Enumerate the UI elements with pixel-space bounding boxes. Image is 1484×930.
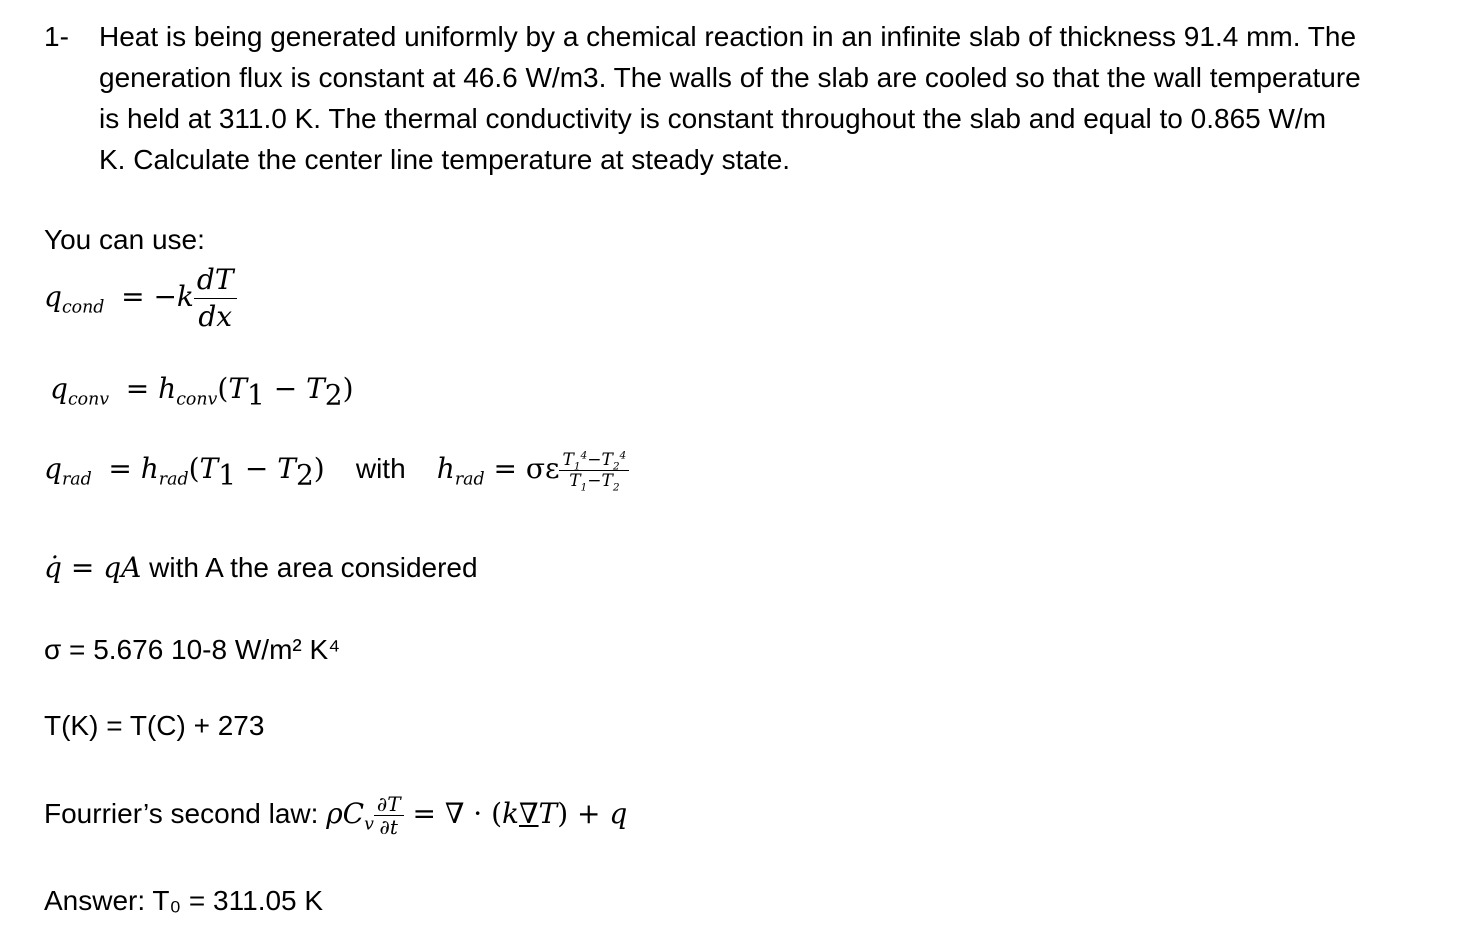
problem-line: is held at 311.0 K. The thermal conductivity is constant throughout the slab and equal to 0.865 W/m	[99, 103, 1327, 134]
answer: Answer: T₀ = 311.05 K	[44, 885, 324, 916]
qdot-description: with A the area considered	[149, 552, 478, 583]
dT-dt-fraction: $\frac{\partial T}{\partial t}$	[374, 793, 404, 838]
problem-line: Heat is being generated uniformly by a chemical reaction in an infinite slab of thickness 91.4 mm. The	[99, 21, 1357, 52]
problem-line: generation flux is constant at 46.6 W/m3. The walls of the slab are cooled so that the wall temperature	[99, 62, 1361, 93]
radiation-equation: $q_{rad} = h_{rad}(T_1 - T_2)$ with $h_{rad} = \sigma\varepsilon$ $\frac{T_1^4-T_2^4}{T_1-T_2}$	[44, 450, 629, 491]
problem-number: 1-	[44, 21, 69, 52]
fourier-label: Fourrier’s second law:	[44, 797, 327, 829]
with-word: with	[355, 452, 406, 484]
fourier-law: Fourrier’s second law: $\rho C_v$ $\frac{\partial T}{\partial t}$ = ∇ · (k∇T) + q	[44, 792, 628, 839]
problem-line: K. Calculate the center line temperature at steady state.	[99, 144, 791, 175]
convection-equation: $q_{conv} = h_{conv}(T_1 - T_2)$	[50, 372, 354, 412]
sigma-constant: σ = 5.676 10-8 W/m² K⁴	[44, 634, 341, 665]
radiation-fraction: $\frac{T_1^4-T_2^4}{T_1-T_2}$	[559, 450, 629, 491]
problem-text	[99, 16, 1459, 180]
temperature-conversion: T(K) = T(C) + 273	[44, 710, 265, 741]
dT-dx-fraction: $\frac{dT}{dx}$	[194, 262, 237, 335]
qdot-equation: q̇ = qA with A the area considered	[44, 551, 478, 584]
conduction-equation: $q_{cond} = -k$ $\frac{dT}{dx}$	[44, 262, 237, 335]
you-can-use-label: You can use:	[44, 224, 205, 255]
problem-statement	[44, 16, 1464, 180]
